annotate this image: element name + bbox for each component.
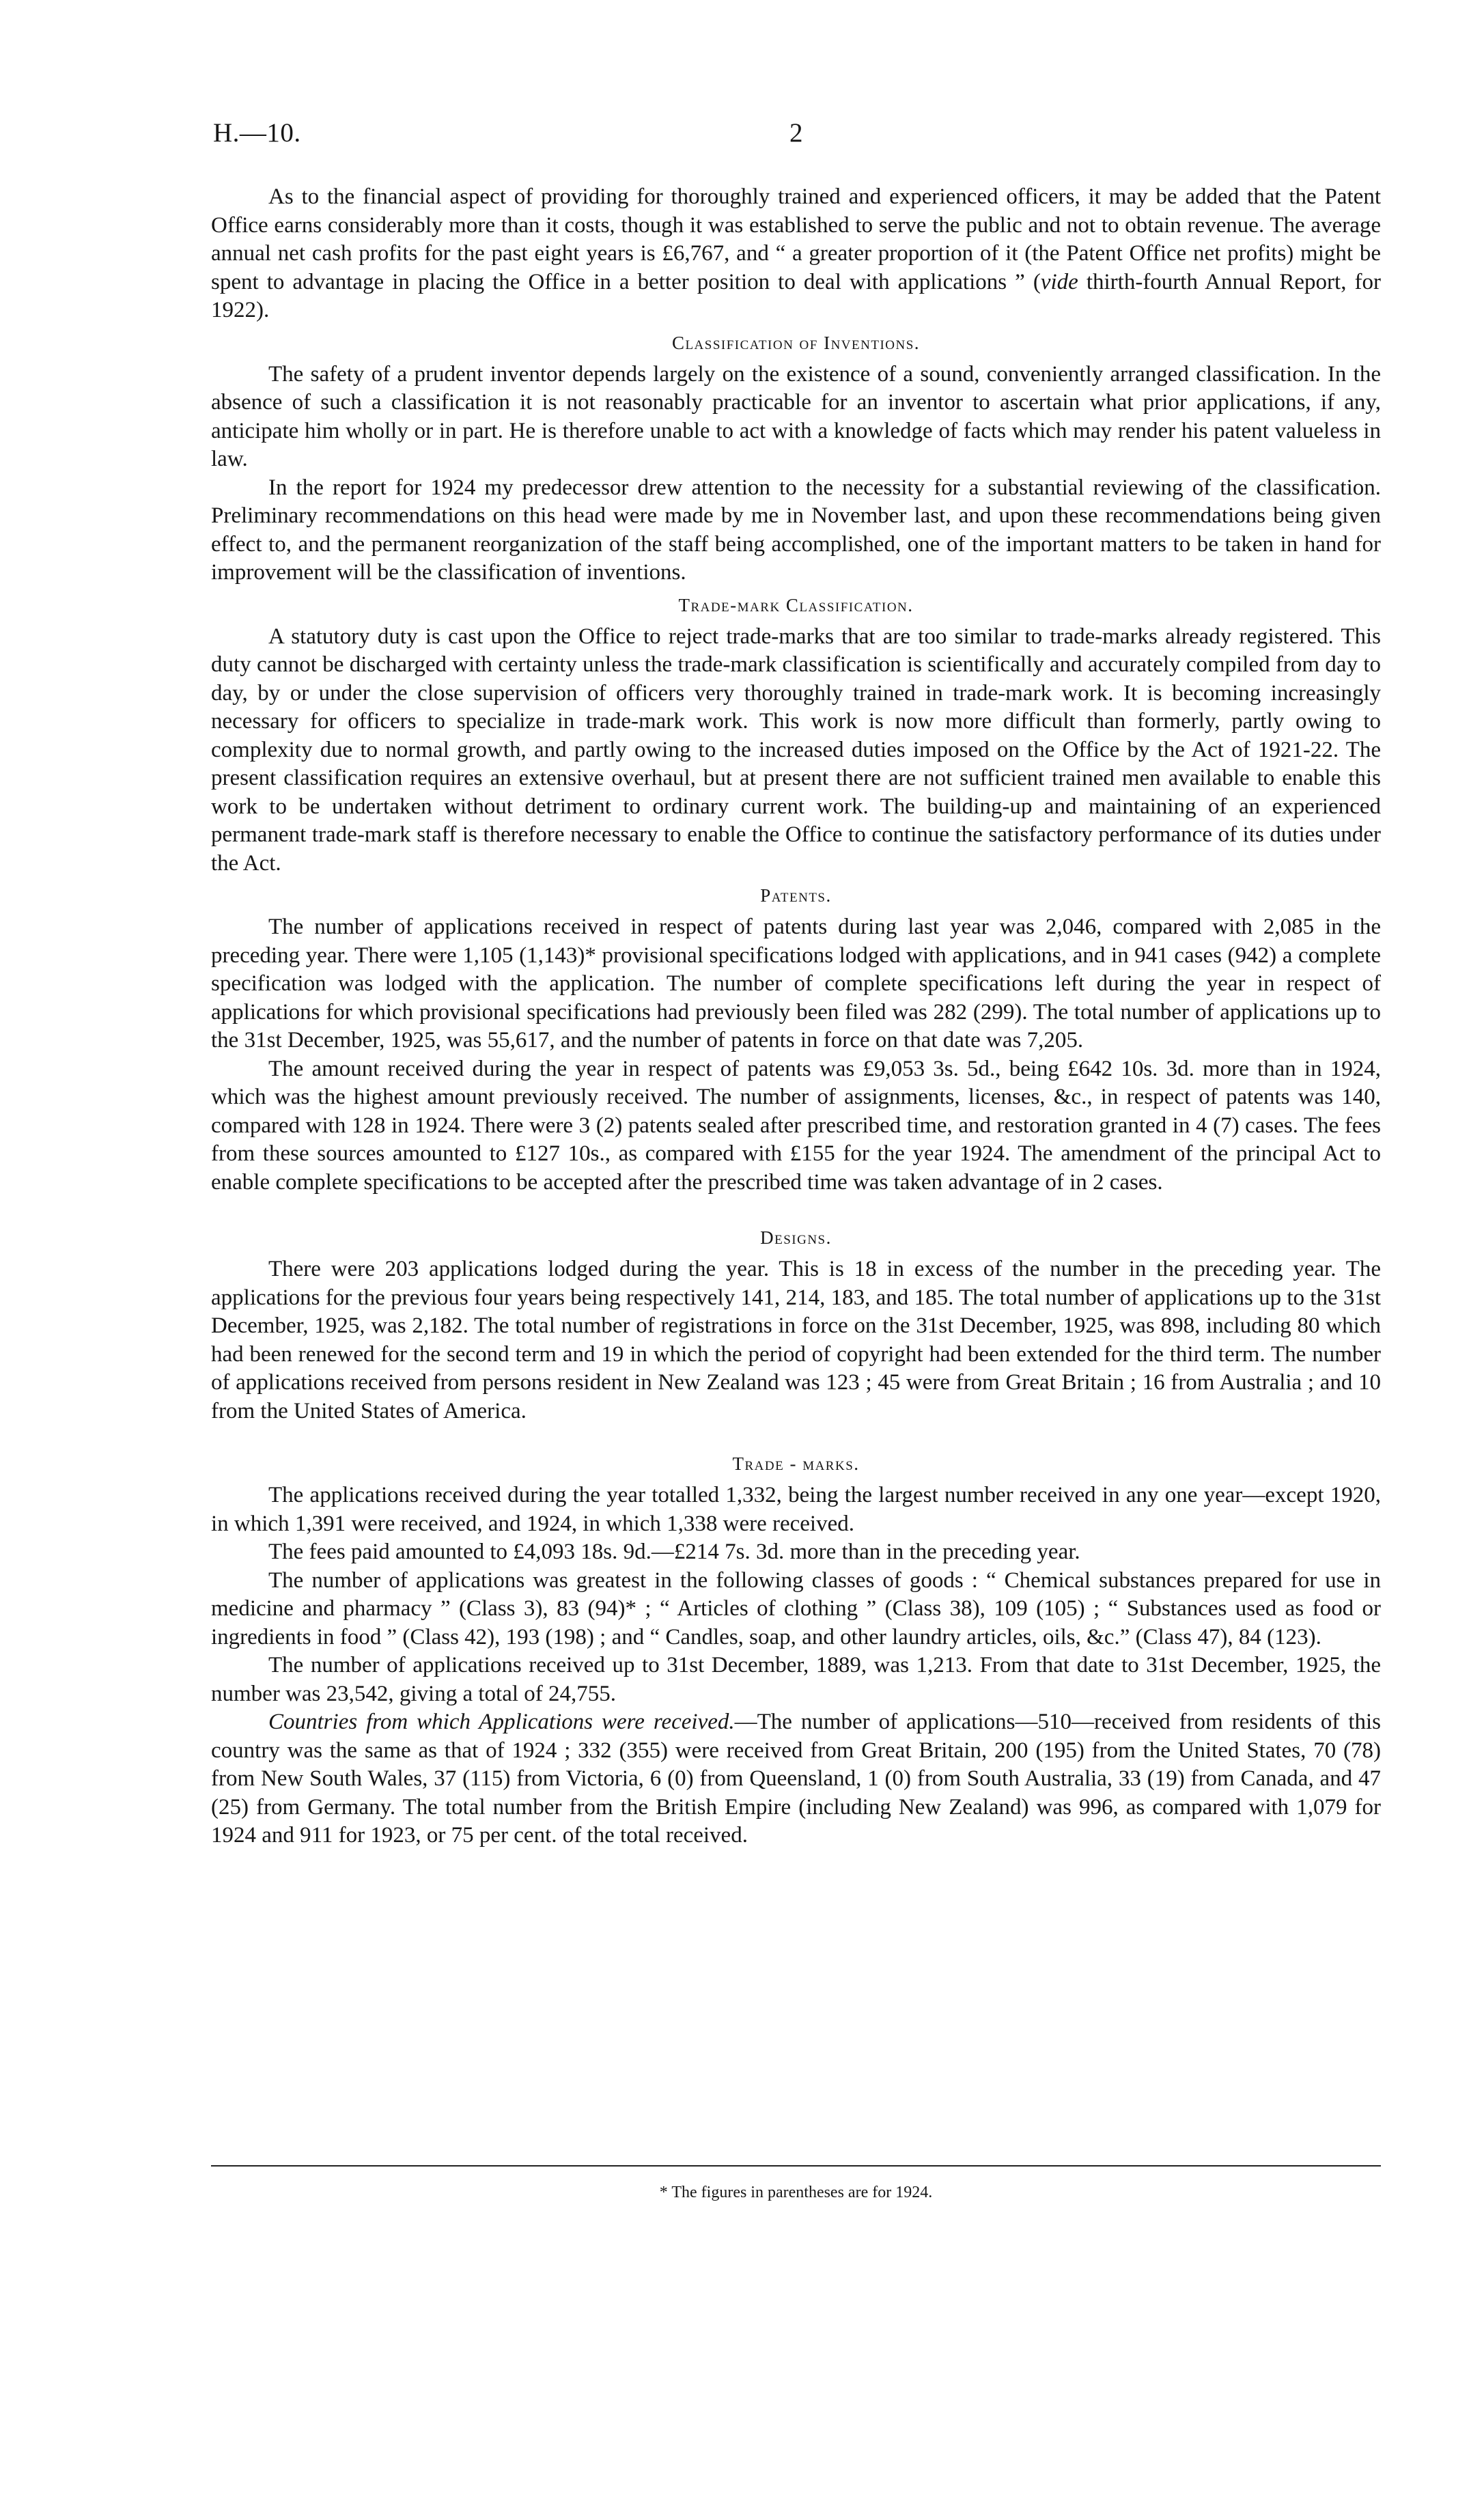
trade-marks-heading: Trade - marks. [732,1453,860,1474]
patents-heading: Patents. [760,885,832,906]
section-spacer [211,1425,1381,1446]
trade-mark-classification-heading: Trade-mark Classification. [678,594,914,615]
designs-paragraph: There were 203 applications lodged during the year. This is 18 in excess of the number in the preceding year. The applications for the previous four years being respectively 141, 214, 183, and 185. The total number of applications up to the 31st December, 1925, was 2,182. The total number of registrations in force on the 31st December, 1925, was 898, including 80 which had been renewed for the second term and 19 in which the period of copyright had been extended for the third term. The number of applications received from persons resident in New Zealand was 123 ; 45 were from Great Britain ; 16 from Australia ; and 10 from the United States of America. [211,1257,1381,1423]
designs-heading: Designs. [760,1227,832,1248]
classification-paragraph-2: In the report for 1924 my predecessor drew attention to the necessity for a substantial reviewing of the classification. Preliminary recommendations on this head were made by me in November last, and upon these recommendations being given effect to, and the permanent reorganization of the staff being accomplished, one of the important matters to be taken in hand for improvement will be the classification of inventions. [211,475,1381,585]
trade-marks-paragraph-4: The number of applications received up to 31st December, 1889, was 1,213. From that date to 31st December, 1925, the number was 23,542, giving a total of 24,755. [211,1653,1381,1706]
trade-mark-classification-paragraph: A statutory duty is cast upon the Office to reject trade-marks that are too similar to trade-marks already registered. This duty cannot be discharged with certainty unless the trade-mark classification is scientifically and accurately compiled from day to day, by or under the close supervision of officers very thoroughly trained in trade-mark work. It is becoming increasingly necessary for officers to specialize in trade-mark work. This work is now more difficult than formerly, partly owing to complexity due to normal growth, and partly owing to the increased duties imposed on the Office by the Act of 1921-22. The present classification requires an extensive overhaul, but at present there are not sufficient trained men available to enable this work to be undertaken without detriment to ordinary current work. The building-up and maintaining of an experienced permanent trade-mark staff is therefore necessary to enable the Office to continue the satisfactory performance of its duties under the Act. [211,624,1381,876]
classification-paragraph-1: The safety of a prudent inventor depends largely on the existence of a sound, conveniently arranged classification. In the absence of such a classification it is not reasonably practicable for an inventor to ascertain what prior applications, if any, anticipate him wholly or in part. He is therefore unable to act with a knowledge of facts which may render his patent valueless in law. [211,361,1381,471]
footnote: * The figures in parentheses are for 1924. [659,2184,933,2201]
section-spacer [211,1197,1381,1220]
trade-marks-paragraph-3: The number of applications was greatest in the following classes of goods : “ Chemical substances prepared for use in medicine and pharmacy ” (Class 3), 83 (94)* ; “ Articles of clothing ” (Class 38), 109 (105) ; “ Substances used as food or ingredients in food ” (Class 42), 193 (198) ; and “ Candles, soap, and other laundry articles, oils, &c.” (Class 47), 84 (123). [211,1568,1381,1649]
classification-heading: Classification of Inventions. [671,332,921,353]
patents-paragraph-1: The number of applications received in respect of patents during last year was 2,046, compared with 2,085 in the preceding year. There were 1,105 (1,143)* provisional specifications lodged with applications, and in 941 cases (942) a complete specification was lodged with the application. The number of complete specifications left during the year in respect of applications for which provisional specifications had previously been filed was 282 (299). The total number of applications up to the 31st December, 1925, was 55,617, and the number of patents in force on that date was 7,205. [211,915,1381,1053]
intro-paragraph: As to the financial aspect of providing for thoroughly trained and experienced officers, it may be added that the Patent Office earns considerably more than it costs, though it was established to serve the public and not to obtain revenue. The average annual net cash profits for the past eight years is £6,767, and “ a greater proportion of it (the Patent Office net profits) might be spent to advantage in placing the Office in a better position to deal with applications ” (vide thirth-fourth Annual Report, for 1922). [211,184,1381,322]
page-number: 2 [789,118,803,148]
footnote-rule [211,2165,1381,2167]
patents-paragraph-2: The amount received during the year in respect of patents was £9,053 3s. 5d., being £642 10s. 3d. more than in 1924, which was the highest amount previously received. The number of assignments, licenses, &c., in respect of patents was 140, compared with 128 in 1924. There were 3 (2) patents sealed after prescribed time, and restoration granted in 4 (7) cases. The fees from these sources amounted to £127 10s., as compared with £155 for the year 1924. The amendment of the principal Act to enable complete specifications to be accepted after the prescribed time was taken advantage of in 2 cases. [211,1056,1381,1195]
document-reference: H.—10. [213,118,301,148]
trade-marks-paragraph-1: The applications received during the year totalled 1,332, being the largest number received in any one year—except 1920, in which 1,391 were received, and 1924, in which 1,338 were received. [211,1483,1381,1536]
trade-marks-paragraph-5: Countries from which Applications were received.—The number of applications—510—received from residents of this country was the same as that of 1924 ; 332 (355) were received from Great Britain, 200 (195) from the United States, 70 (78) from New South Wales, 37 (115) from Victoria, 6 (0) from Queensland, 1 (0) from South Australia, 33 (19) from Canada, and 47 (25) from Germany. The total number from the British Empire (including New Zealand) was 996, as compared with 1,079 for 1924 and 911 for 1923, or 75 per cent. of the total received. [211,1710,1381,1848]
document-body [211,183,1381,1850]
trade-marks-paragraph-2: The fees paid amounted to £4,093 18s. 9d.—£214 7s. 3d. more than in the preceding year. [268,1540,1080,1564]
